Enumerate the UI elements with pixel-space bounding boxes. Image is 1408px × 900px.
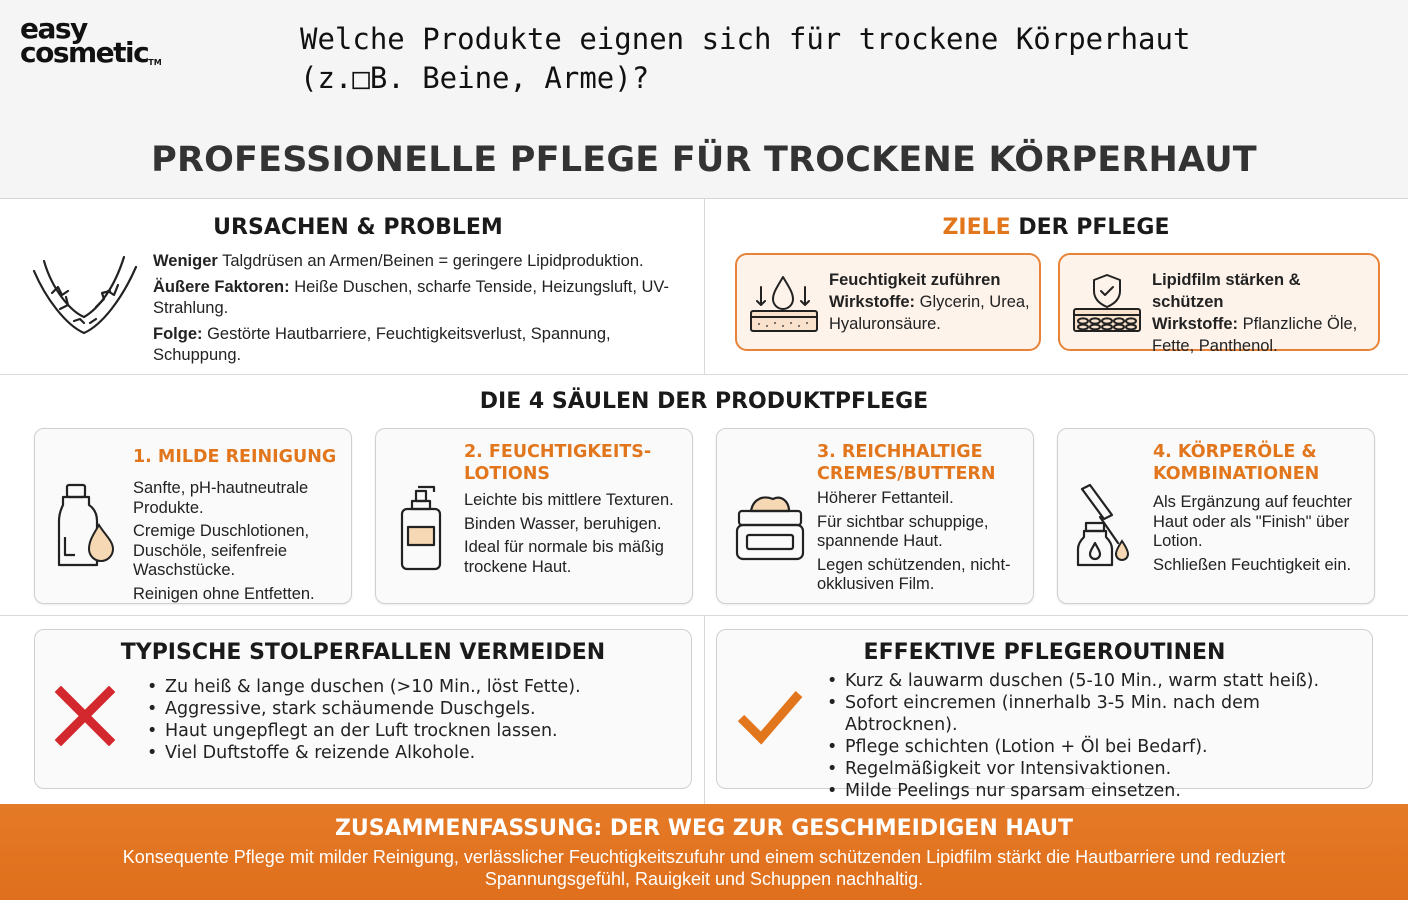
divider xyxy=(704,615,705,805)
pillar-body: Leichte bis mittlere Texturen. Binden Wasser, beruhigen. Ideal für normale bis mäßig trockene Haut. xyxy=(464,491,674,576)
brand-line2: cosmetic™ xyxy=(20,36,162,69)
pillar-title: 1. MILDE REINIGUNG xyxy=(133,447,337,467)
pillar-body: Als Ergänzung auf feuchter Haut oder als "Finish" über Lotion. Schließen Feuchtigkeit ein. xyxy=(1153,493,1353,574)
list-item: • Viel Duftstoffe & reizende Alkohole. xyxy=(147,742,687,764)
pillar-body: Höherer Fettanteil. Für sichtbar schuppige, spannende Haut. Legen schützenden, nicht-okklusiven Film. xyxy=(817,489,1011,593)
list-item: • Kurz & lauwarm duschen (5-10 Min., warm statt heiß). xyxy=(827,670,1367,692)
summary-banner xyxy=(0,804,1408,900)
pillar-card-creams xyxy=(716,428,1034,604)
list-item: • Zu heiß & lange duschen (>10 Min., löst Fette). xyxy=(147,676,687,698)
goal-card-lipid xyxy=(1058,253,1380,355)
dry-skin-arm-icon xyxy=(30,249,140,339)
brand-tm: TM xyxy=(148,58,162,67)
list-item: • Milde Peelings nur sparsam einsetzen. xyxy=(827,780,1367,802)
pillars-title: DIE 4 SÄULEN DER PRODUKTPFLEGE xyxy=(479,389,929,414)
pitfalls-box xyxy=(34,629,692,789)
summary-text: Konsequente Pflege mit milder Reinigung, verlässlicher Feuchtigkeitszufuhr und einem schützenden Lipidfilm stärkt die Hautbarriere und reduziert Spannungsgefühl, Rauigkeit und Schuppen nachhaltig. xyxy=(122,847,1286,889)
list-item: • Haut ungepflegt an der Luft trocknen lassen. xyxy=(147,720,687,742)
check-icon xyxy=(735,686,805,746)
pillar-card-oils xyxy=(1057,428,1375,604)
goal-card-moisture xyxy=(735,253,1041,351)
content-panel xyxy=(0,198,1408,804)
list-item: • Pflege schichten (Lotion + Öl bei Bedarf). xyxy=(827,736,1367,758)
brand-line1: easy xyxy=(20,12,87,45)
pillar-body: Sanfte, pH-hautneutrale Produkte. Cremige Duschlotionen, Duschöle, seifenfreie Waschstücke. Reinigen ohne Entfetten. xyxy=(133,479,315,603)
goal-text: Lipidfilm stärken & schützen Wirkstoffe: Pflanzliche Öle, Fette, Panthenol. xyxy=(1152,269,1370,357)
pillar-card-cleansing xyxy=(34,428,352,604)
cross-icon xyxy=(55,686,115,746)
pillar-title: 2. FEUCHTIGKEITS- LOTIONS xyxy=(464,442,652,484)
goals-title: ZIELE DER PFLEGE xyxy=(942,215,1170,240)
summary-title: ZUSAMMENFASSUNG: DER WEG ZUR GESCHMEIDIGEN HAUT xyxy=(334,816,1074,841)
pillar-card-lotions xyxy=(375,428,693,604)
bottle-drop-icon xyxy=(53,481,119,571)
cause-item: Folge: Gestörte Hautbarriere, Feuchtigkeitsverlust, Spannung, Schuppung. xyxy=(153,325,611,364)
pillar-title: 3. REICHHALTIGE CREMES/BUTTERN xyxy=(817,442,996,484)
routines-box xyxy=(716,629,1373,801)
list-item: • Aggressive, stark schäumende Duschgels. xyxy=(147,698,687,720)
goal-title: Lipidfilm stärken & schützen xyxy=(1152,271,1301,311)
shield-skin-icon xyxy=(1070,273,1144,335)
cause-item: Äußere Faktoren: Heiße Duschen, scharfe Tenside, Heizungsluft, UV-Strahlung. xyxy=(153,278,669,317)
cause-item: Weniger Talgdrüsen an Armen/Beinen = geringere Lipidproduktion. xyxy=(153,252,644,270)
oil-dropper-icon xyxy=(1074,483,1144,569)
goal-text: Feuchtigkeit zuführen Wirkstoffe: Glycerin, Urea, Hyaluronsäure. xyxy=(829,271,1030,333)
divider xyxy=(0,374,1408,375)
causes-list xyxy=(153,251,693,371)
brand-logo xyxy=(20,12,162,69)
list-item: • Sofort eincremen (innerhalb 3-5 Min. nach dem Abtrocknen). xyxy=(827,692,1367,736)
routines-title: EFFEKTIVE PFLEGEROUTINEN xyxy=(863,640,1226,665)
pitfalls-title: TYPISCHE STOLPERFALLEN VERMEIDEN xyxy=(120,640,606,665)
causes-title: URSACHEN & PROBLEM xyxy=(213,215,503,240)
goal-title: Feuchtigkeit zuführen xyxy=(829,271,1001,289)
routines-list xyxy=(827,670,1367,802)
pillar-title: 4. KÖRPERÖLE & KOMBINATIONEN xyxy=(1153,442,1320,484)
question-text: Welche Produkte eignen sich für trockene Körperhaut (z.□B. Beine, Arme)? xyxy=(300,22,1191,95)
list-item: • Regelmäßigkeit vor Intensivaktionen. xyxy=(827,758,1367,780)
pump-bottle-icon xyxy=(398,483,448,573)
pitfalls-list xyxy=(147,676,687,764)
page-title: PROFESSIONELLE PFLEGE FÜR TROCKENE KÖRPERHAUT xyxy=(151,140,1257,180)
header xyxy=(0,0,1408,198)
water-drop-skin-icon xyxy=(747,273,821,335)
cream-jar-icon xyxy=(733,491,807,563)
